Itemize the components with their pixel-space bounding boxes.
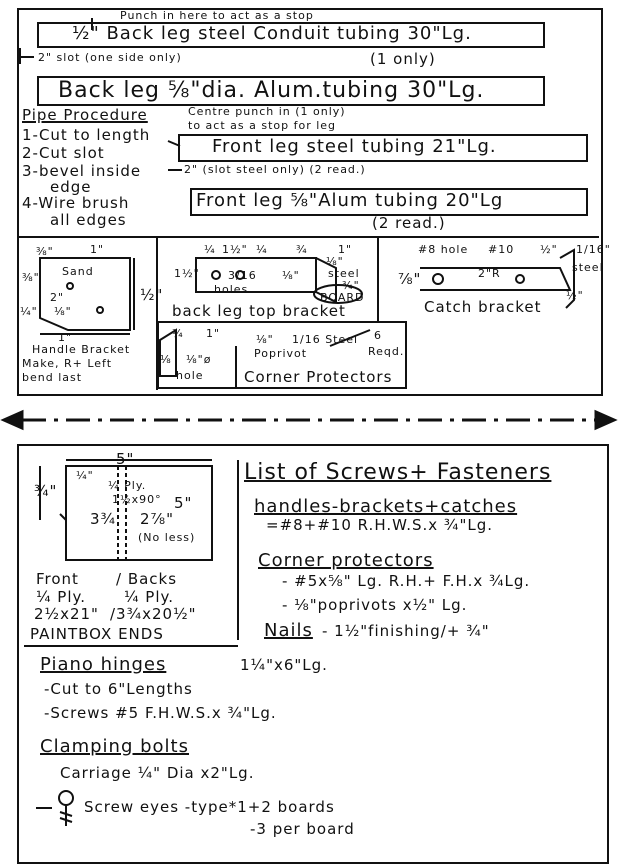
piano-heading: Piano hinges (40, 654, 167, 675)
cb-label-4: 1/16" (576, 243, 611, 256)
back-leg-alum-label: Back leg ⅝"dia. Alum.tubing 30"Lg. (58, 78, 485, 103)
ends-dim-6: 5" (174, 494, 193, 512)
step-3: 3-bevel inside (22, 162, 142, 180)
cp-label-6: Reqd. (368, 345, 405, 358)
hb-caption-3: bend last (22, 371, 83, 384)
cb-label-5: steel (572, 261, 604, 274)
ends-caption-ply-back: ¼ Ply. (124, 588, 175, 606)
corner-screws: - #5x⅝" Lg. R.H.+ F.H.x ¾Lg. (282, 572, 531, 590)
ends-dim-2: ¾" (34, 482, 58, 500)
poprivots: - ⅛"poprivots x½" Lg. (282, 596, 468, 614)
ends-caption-ply-front: ¼ Ply. (36, 588, 87, 606)
ends-dim-9: (No less) (138, 531, 196, 544)
handles-screws: =#8+#10 R.H.W.S.x ¾"Lg. (266, 516, 494, 534)
front-leg-steel-label: Front leg steel tubing 21"Lg. (212, 136, 497, 157)
bl-dim-7: 3/16 (228, 269, 257, 282)
pipe-procedure-heading: Pipe Procedure (22, 106, 148, 124)
step-4-cont: all edges (50, 211, 127, 229)
bl-dim-6: 1½" (174, 267, 200, 280)
slot-steel-note: 2" (slot steel only) (2 read.) (184, 163, 366, 176)
one-only-a: (1 only) (370, 50, 436, 68)
hb-dim-8: ⅛" (54, 305, 72, 318)
right-arrowhead (596, 412, 614, 428)
carriage-bolts: Carriage ¼" Dia x2"Lg. (60, 764, 255, 782)
screw-eyes: Screw eyes -type*1+2 boards (84, 798, 335, 816)
ends-dim-8: 2⅞" (140, 510, 174, 528)
cb-label-7: 2"R (478, 267, 501, 280)
hb-dim-3: ½" (140, 286, 164, 304)
ends-dim-3: ¼" (76, 469, 94, 482)
piano-screws: -Screws #5 F.H.W.S.x ¾"Lg. (44, 704, 277, 722)
hb-dim-2: 1" (90, 243, 105, 256)
bl-caption: back leg top bracket (172, 302, 346, 320)
hb-dim-7: ¼" (20, 305, 38, 318)
step-1: 1-Cut to length (22, 126, 151, 144)
ends-caption-title: PAINTBOX ENDS (30, 625, 164, 643)
bl-dim-1: ¼ (204, 243, 216, 256)
bl-dim-4: ¾ (296, 243, 308, 256)
cp-label-2: 1" (206, 327, 221, 340)
cb-caption: Catch bracket (424, 298, 542, 316)
cp-label-4: 1/16 Steel (292, 333, 359, 346)
cp-label-1: ¼ (172, 327, 184, 340)
clamping-heading: Clamping bolts (40, 736, 189, 757)
cb-label-1: #8 hole (418, 243, 469, 256)
nails-label: Nails (264, 620, 313, 641)
centre-punch-note: Centre punch in (1 only) (188, 105, 346, 118)
bl-dim-8: ⅛" (282, 269, 300, 282)
cb-label-6: ⅞" (398, 270, 422, 288)
cp-label-7: ⅛ (160, 353, 172, 366)
front-leg-alum-label: Front leg ⅝"Alum tubing 20"Lg (196, 190, 504, 211)
bl-dim-11: ¾" (342, 279, 360, 292)
hb-dim-6: 2" (50, 291, 65, 304)
handles-heading: handles-brackets+catches (254, 496, 518, 517)
bl-dim-2: 1½" (222, 243, 248, 256)
bl-holes: holes (214, 283, 249, 296)
cp-label-10: Poprivot (254, 347, 308, 360)
step-3-cont: edge (50, 178, 92, 196)
ends-caption-size-front: 2½x21" (34, 605, 99, 623)
ends-dim-7: 3¾ (90, 510, 117, 528)
cp-label-3: ⅛" (256, 333, 274, 346)
bl-dim-5: 1" (338, 243, 353, 256)
cp-label-9: hole (176, 369, 204, 382)
back-leg-steel-label: ½" Back leg steel Conduit tubing 30"Lg. (72, 23, 472, 44)
step-4: 4-Wire brush (22, 194, 130, 212)
hb-caption-2: Make, R+ Left (22, 357, 113, 370)
step-2: 2-Cut slot (22, 144, 105, 162)
cb-label-2: #10 (488, 243, 515, 256)
bl-steel: steel (328, 267, 360, 280)
hb-caption-1: Handle Bracket (32, 343, 131, 356)
corner-heading: Corner protectors (258, 550, 434, 571)
bl-dim-9: ⅛" (326, 255, 344, 268)
hb-sand: Sand (62, 265, 94, 278)
cb-label-8: ½" (566, 289, 584, 302)
bl-dim-3: ¼ (256, 243, 268, 256)
piano-size: 1¼"x6"Lg. (240, 656, 328, 674)
ends-caption-backs: / Backs (116, 570, 178, 588)
act-as-stop-note: to act as a stop for leg (188, 119, 337, 132)
bl-board: BOARD (320, 291, 365, 304)
hb-dim-1: ⅜" (36, 245, 54, 258)
hb-dim-5: ⅜" (22, 271, 40, 284)
hb-dim-9: 1" (58, 331, 73, 344)
left-arrowhead (4, 412, 22, 428)
per-board: -3 per board (250, 820, 355, 838)
cp-caption: Corner Protectors (244, 368, 393, 386)
nails-value: - 1½"finishing/+ ¾" (322, 622, 490, 640)
slot-note: 2" slot (one side only) (38, 51, 182, 64)
cut-lengths: -Cut to 6"Lengths (44, 680, 193, 698)
punch-note: Punch in here to act as a stop (120, 9, 314, 22)
ends-dim-5: 1½x90° (112, 493, 162, 506)
ends-caption-size-back: /3¾x20½" (110, 605, 197, 623)
two-read-note: (2 read.) (372, 214, 446, 232)
cb-label-3: ½" (540, 243, 558, 256)
list-title: List of Screws+ Fasteners (244, 460, 552, 485)
ends-dim-4: ¼ Ply. (108, 479, 147, 492)
cp-label-5: 6 (374, 329, 382, 342)
ends-dim-1: 5" (116, 450, 135, 468)
cp-label-8: ⅛"ø (186, 353, 212, 366)
ends-caption-front: Front (36, 570, 79, 588)
